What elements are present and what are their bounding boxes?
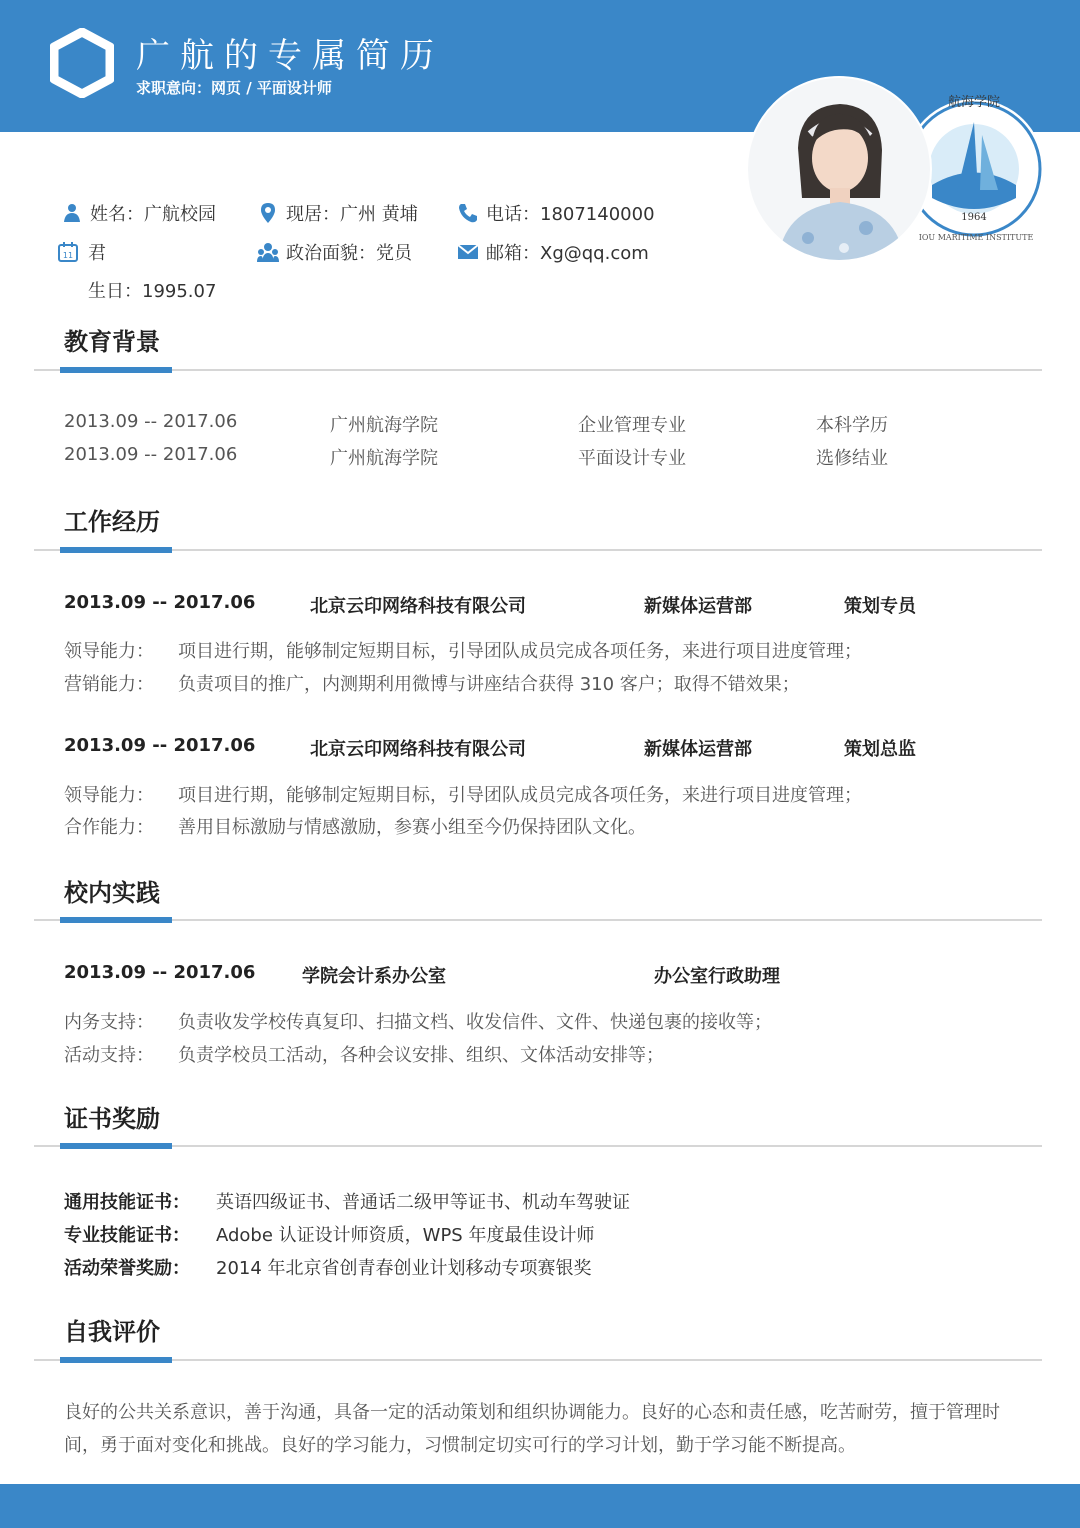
job-item-text: 善用目标激励与情感激励，参赛小组至今仍保持团队文化。 [178, 817, 646, 838]
job-item-text: 项目进行期，能够制定短期目标，引导团队成员完成各项任务，来进行项目进度管理； [178, 641, 862, 662]
job-company: 北京云印网络科技有限公司 [310, 596, 526, 617]
job-item-label: 领导能力： [64, 785, 154, 806]
section-accent [60, 547, 172, 553]
campus-date: 2013.09 -- 2017.06 [64, 962, 256, 983]
job-item-label: 领导能力： [64, 641, 154, 662]
politics-text: 政治面貌：党员 [286, 243, 412, 264]
section-divider [34, 1359, 1042, 1361]
profile-photo [748, 78, 930, 260]
people-icon [256, 240, 280, 264]
job-department: 新媒体运营部 [644, 739, 752, 760]
name-text: 姓名：广航校园 [90, 204, 216, 225]
campus-item-label: 内务支持： [64, 1012, 154, 1033]
info-phone [456, 200, 655, 226]
award-text: Adobe 认证设计师资质，WPS 年度最佳设计师 [216, 1225, 595, 1246]
award-label: 通用技能证书： [64, 1192, 190, 1213]
hexagon-logo-icon [50, 28, 114, 98]
phone-icon [456, 201, 480, 225]
edu-date: 2013.09 -- 2017.06 [64, 411, 238, 432]
location-pin-icon [256, 201, 280, 225]
edu-major: 企业管理专业 [578, 415, 686, 436]
self-evaluation-text: 良好的公共关系意识，善于沟通，具备一定的活动策划和组织协调能力。良好的心态和责任感，吃苦耐劳，擅于管理时间，勇于面对变化和挑战。良好的学习能力，习惯制定切实可行的学习计划，勤于学习能不断提高。 [64, 1402, 1000, 1456]
job-role: 策划专员 [844, 596, 916, 617]
section-divider [34, 1145, 1042, 1147]
calendar-icon [56, 240, 80, 264]
phone-text: 电话：1807140000 [486, 204, 655, 225]
info-extra [56, 239, 106, 265]
info-name [60, 200, 216, 226]
job-department: 新媒体运营部 [644, 596, 752, 617]
seal-bottom-text: IOU MARITIME INSTITUTE [918, 233, 1034, 242]
footer-bar [0, 1484, 1080, 1528]
resume-title: 广航的专属简历 [136, 36, 444, 76]
edu-major: 平面设计专业 [578, 448, 686, 469]
campus-item-text: 负责收发学校传真复印、扫描文档、收发信件、文件、快递包裹的接收等； [178, 1012, 772, 1033]
campus-role: 办公室行政助理 [654, 966, 780, 987]
job-date: 2013.09 -- 2017.06 [64, 735, 256, 756]
award-text: 英语四级证书、普通话二级甲等证书、机动车驾驶证 [216, 1192, 630, 1213]
job-date: 2013.09 -- 2017.06 [64, 592, 256, 613]
seal-year: 1964 [961, 212, 987, 223]
extra-text: 君 [88, 243, 106, 264]
campus-heading: 校内实践 [64, 879, 160, 907]
campus-item-label: 活动支持： [64, 1045, 154, 1066]
info-birthday [88, 277, 216, 303]
section-accent [60, 917, 172, 923]
awards-heading: 证书奖励 [64, 1105, 160, 1133]
edu-degree: 选修结业 [816, 448, 888, 469]
work-heading: 工作经历 [64, 508, 160, 536]
job-company: 北京云印网络科技有限公司 [310, 739, 526, 760]
education-heading: 教育背景 [64, 328, 160, 356]
edu-degree: 本科学历 [816, 415, 888, 436]
section-accent [60, 367, 172, 373]
section-accent [60, 1143, 172, 1149]
seal-top-text: 航海学院 [947, 95, 1001, 110]
section-accent [60, 1357, 172, 1363]
edu-school: 广州航海学院 [330, 415, 438, 436]
person-icon [60, 201, 84, 225]
job-intention: 求职意向：网页 / 平面设计师 [136, 79, 332, 97]
svg-text:11: 11 [62, 251, 74, 260]
section-divider [34, 919, 1042, 921]
section-divider [34, 369, 1042, 371]
residence-text: 现居：广州 黄埔 [286, 204, 418, 225]
job-item-label: 营销能力： [64, 674, 154, 695]
email-text: 邮箱：Xg@qq.com [486, 243, 649, 264]
campus-item-text: 负责学校员工活动，各种会议安排、组织、文体活动安排等； [178, 1045, 664, 1066]
award-label: 专业技能证书： [64, 1225, 190, 1246]
award-label: 活动荣誉奖励： [64, 1258, 190, 1279]
envelope-icon [456, 240, 480, 264]
birthday-text: 生日：1995.07 [88, 281, 217, 302]
edu-school: 广州航海学院 [330, 448, 438, 469]
info-email [456, 239, 649, 265]
info-politics [256, 239, 412, 265]
job-role: 策划总监 [844, 739, 916, 760]
edu-date: 2013.09 -- 2017.06 [64, 444, 238, 465]
self-evaluation-heading: 自我评价 [64, 1318, 160, 1346]
job-item-text: 项目进行期，能够制定短期目标，引导团队成员完成各项任务，来进行项目进度管理； [178, 785, 862, 806]
info-residence [256, 200, 418, 226]
portrait-illustration [748, 78, 930, 260]
job-item-text: 负责项目的推广，内测期利用微博与讲座结合获得 310 客户；取得不错效果； [178, 674, 800, 695]
award-text: 2014 年北京省创青春创业计划移动专项赛银奖 [216, 1258, 592, 1279]
section-divider [34, 549, 1042, 551]
campus-org: 学院会计系办公室 [302, 966, 446, 987]
job-item-label: 合作能力： [64, 817, 154, 838]
